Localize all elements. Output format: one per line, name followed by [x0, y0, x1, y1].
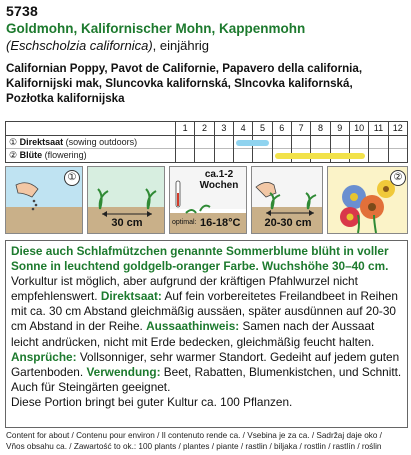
- calendar-translation: (sowing outdoors): [65, 137, 138, 147]
- description-body: [11, 274, 402, 395]
- calendar-month-6: 6: [272, 122, 291, 135]
- description-box: [5, 240, 408, 428]
- calendar-marker: ①: [9, 137, 18, 147]
- text-vorkultur: Vorkultur ist möglich, aber aufgrund der kräftigen Pfahlwurzel nicht empfehlenswert.: [11, 274, 358, 304]
- text-aussaathinweis: Samen nach der Aussaat leicht andrücken, nicht mit Erde bedecken, gleichmäßig feucht halten.: [11, 319, 375, 349]
- sowing-calendar: [5, 121, 408, 163]
- calendar-bar-blüte: [275, 153, 366, 159]
- text-direktsaat: Auf fein vorbereitetes Freilandbeet in Reihen mit ca. 30 cm Abstand gleichmäßig aussäen, später ausdünnen auf 20-30 cm Abstand in der Reihe.: [11, 289, 398, 334]
- calendar-grid-line: [194, 122, 195, 162]
- product-code: 5738: [6, 3, 38, 19]
- panel-thinning: [251, 166, 323, 234]
- calendar-label: Blüte: [19, 150, 43, 160]
- calendar-month-5: 5: [252, 122, 271, 135]
- row-spacing-value: 30 cm: [111, 217, 143, 229]
- common-names-line-3: Pozłotka kalifornijska: [6, 92, 125, 105]
- latin-name-line: [6, 38, 209, 53]
- latin-name: (Eschscholzia californica): [6, 38, 153, 53]
- calendar-grid-line: [388, 122, 389, 162]
- description-portion: Diese Portion bringt bei guter Kultur ca. 100 Pflanzen.: [11, 394, 293, 409]
- common-names-line-1: Californian Poppy, Pavot de Californie, Papavero della california,: [6, 62, 363, 75]
- calendar-label: Direktsaat: [19, 137, 64, 147]
- calendar-bar-direktsaat: [236, 140, 269, 146]
- germination-time: ca.1-2 Wochen: [199, 169, 239, 191]
- lifecycle: , einjährig: [152, 38, 210, 53]
- calendar-month-2: 2: [194, 122, 213, 135]
- calendar-marker: ②: [9, 150, 18, 160]
- calendar-month-1: 1: [175, 122, 194, 135]
- panel-row-spacing: [87, 166, 165, 234]
- product-title: Goldmohn, Kalifornischer Mohn, Kappenmohn: [6, 21, 306, 36]
- cultivation-icons: [5, 166, 408, 236]
- text-ansprueche: Vollsonniger, sehr warmer Standort. Gedeiht auf jedem guten Gartenboden.: [11, 349, 400, 379]
- calendar-month-8: 8: [310, 122, 329, 135]
- calendar-month-7: 7: [291, 122, 310, 135]
- heading-direktsaat: Direktsaat:: [100, 289, 162, 304]
- calendar-month-10: 10: [349, 122, 368, 135]
- calendar-grid-line: [368, 122, 369, 162]
- calendar-row-divider: [6, 148, 407, 149]
- calendar-row-label: [9, 149, 87, 162]
- calendar-grid-line: [233, 122, 234, 162]
- marker-1-icon: ①: [64, 170, 80, 186]
- calendar-month-4: 4: [233, 122, 252, 135]
- marker-2-icon: ②: [390, 170, 406, 186]
- calendar-grid-line: [214, 122, 215, 162]
- plant-spacing-value: 20-30 cm: [264, 217, 312, 229]
- calendar-grid-line: [175, 122, 176, 162]
- calendar-translation: (flowering): [44, 150, 87, 160]
- panel-sowing: [5, 166, 83, 234]
- common-names: [6, 61, 406, 106]
- calendar-month-3: 3: [214, 122, 233, 135]
- heading-aussaathinweis: Aussaathinweis:: [146, 319, 240, 334]
- calendar-month-12: 12: [388, 122, 407, 135]
- footer-line-1: Content for about / Contenu pour environ / Il contenuto rende ca. / Vsebina je za ca. / Sadržaj daje oko /: [6, 431, 382, 440]
- calendar-month-9: 9: [330, 122, 349, 135]
- footer-content-info: [6, 430, 408, 452]
- calendar-grid-line: [272, 122, 273, 162]
- calendar-month-11: 11: [368, 122, 387, 135]
- text-verwendung: Beet, Rabatten, Blumenkistchen, und Schnitt. Auch für Steingärten geeignet.: [11, 364, 402, 394]
- optimal-label: optimal:: [172, 219, 197, 226]
- description-intro: Diese auch Schlafmützchen genannte Sommerblume blüht in voller Sonne in leuchtend goldgelb-oranger Farbe. Wuchshöhe 30–40 cm.: [11, 244, 389, 274]
- heading-ansprueche: Ansprüche:: [11, 349, 77, 364]
- panel-flowering: [327, 166, 408, 234]
- panel-germination: [169, 166, 247, 234]
- calendar-month-header: [6, 122, 407, 136]
- temperature-value: 16-18°C: [200, 217, 241, 229]
- common-names-line-2: Kalifornijski mak, Sluncovka kalifornská, Slncovka kalifornská,: [6, 77, 353, 90]
- footer-line-2: Vňos obsahu ca. / Zawartość to ok.: 100 plants / plantes / piante / rastlin / biljaka / rostlin / rastlín / roślin: [6, 442, 382, 451]
- heading-verwendung: Verwendung:: [86, 364, 161, 379]
